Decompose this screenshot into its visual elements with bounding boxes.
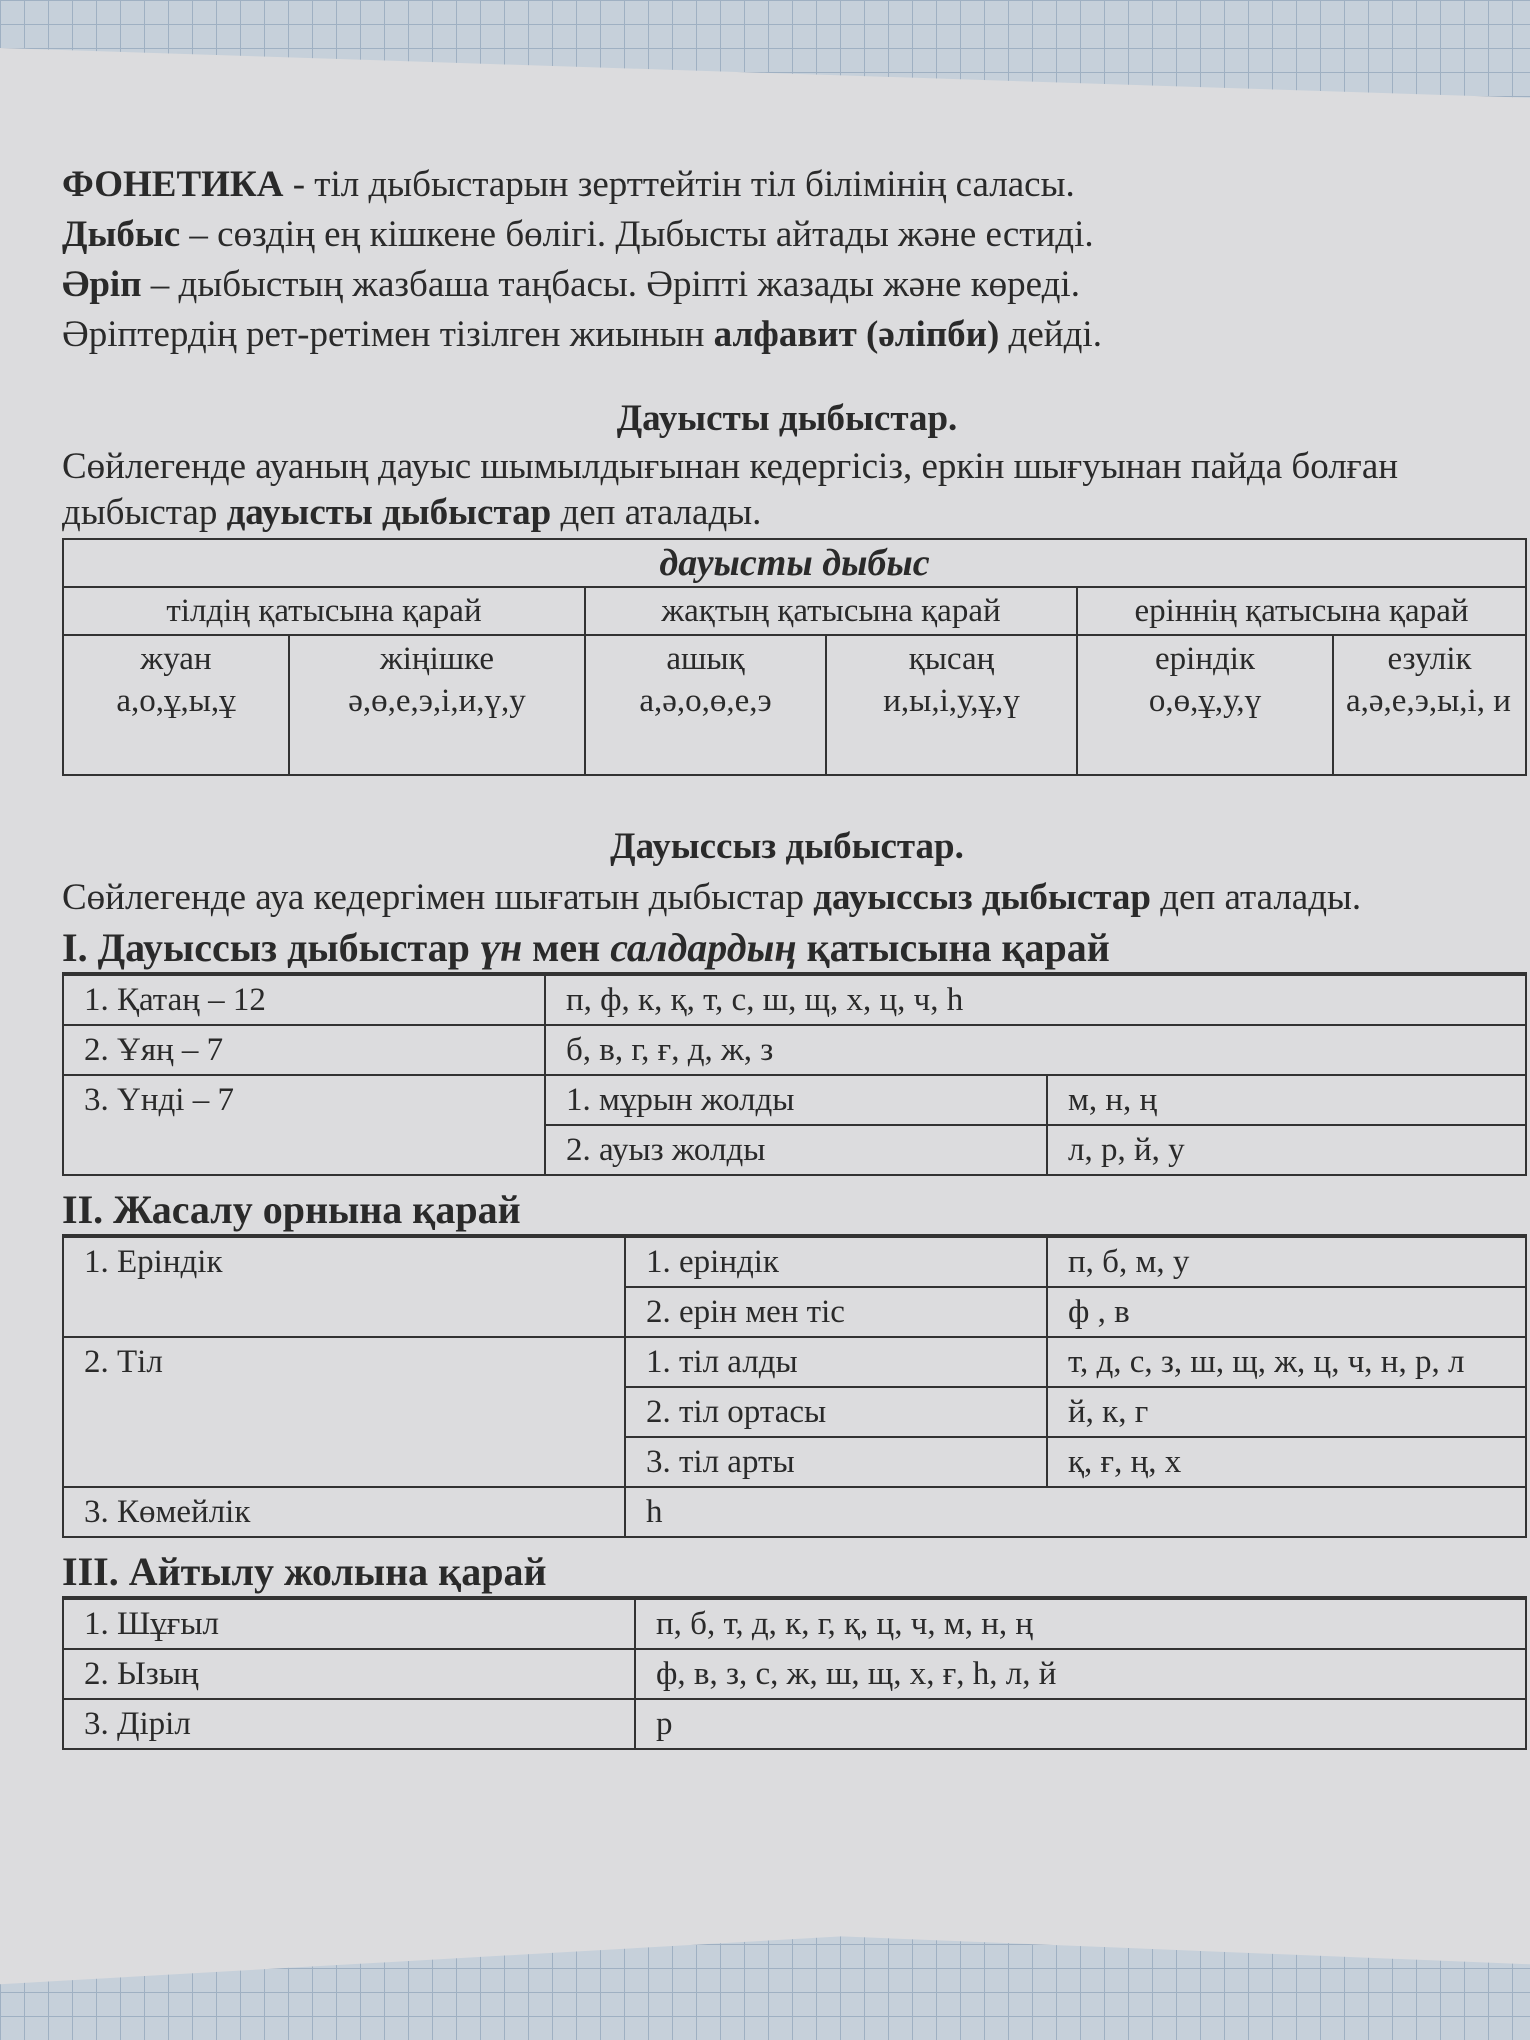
vowel-cell-back-letters: а,о,ұ,ы,ұ [116,683,236,719]
vowel-cell-close [826,635,1077,775]
vowel-cell-unrounded [1333,635,1526,775]
s2-bilabial-label: 1. еріндік [625,1237,1047,1287]
vowels-group-lips: еріннің қатысына қарай [1077,587,1526,635]
intro-line-4-pre: Әріптердің рет-ретімен тізілген жиынын [62,314,714,355]
consonants-def-pre: Сөйлегенде ауа кедергімен шығатын дыбыстар [62,877,814,918]
s2-glottal-letters: һ [625,1487,1526,1537]
s2-back-letters: қ, ғ, ң, х [1047,1437,1526,1487]
s2-middle-label: 2. тіл ортасы [625,1387,1047,1437]
vowels-def-pre: Сөйлегенде ауаның дауыс шымылдығынан кедергісіз, еркін шығуынан пайда болған дыбыстар [62,446,1399,533]
consonants-table-2 [62,1236,1527,1538]
section-1-heading-d: салдардың [610,925,797,970]
vowel-cell-rounded-name: еріндік [1155,641,1255,677]
intro-line-2-text: – сөздің ең кішкене бөлігі. Дыбысты айтады және естиді. [180,214,1094,255]
intro-line-1 [62,160,1512,210]
document-content [62,160,1512,1750]
s1-voiced-letters: б, в, г, ғ, д, ж, з [545,1025,1526,1075]
s3-fricative-letters: ф, в, з, с, ж, ш, щ, х, ғ, һ, л, й [635,1649,1526,1699]
term-alphabet: алфавит (әліпби) [713,314,1000,355]
section-3-heading: III. Айтылу жолына қарай [62,1548,1527,1598]
vowel-cell-open-letters: а,ә,о,ө,е,э [639,683,772,719]
term-sound: Дыбыс [62,214,181,255]
section-2-heading: II. Жасалу орнына қарай [62,1186,1527,1236]
vowel-cell-front-name: жіңішке [379,641,495,677]
s1-voiced-label: 2. Ұяң – 7 [63,1025,545,1075]
s1-sonorant-label: 3. Үнді – 7 [63,1075,545,1175]
s2-labiodental-label: 2. ерін мен тіс [625,1287,1047,1337]
s3-trill-label: 3. Діріл [63,1699,635,1749]
s2-middle-letters: й, к, г [1047,1387,1526,1437]
vowel-cell-close-letters: и,ы,і,у,ұ,ү [883,683,1020,719]
section-1-heading [62,924,1527,974]
vowels-heading: Дауысты дыбыстар. [616,398,958,439]
consonants-table-3 [62,1598,1527,1750]
vowels-definition [62,444,1512,536]
s3-fricative-label: 2. Ызың [63,1649,635,1699]
s2-back-label: 3. тіл арты [625,1437,1047,1487]
s2-lingual-label: 2. Тіл [63,1337,625,1487]
term-phonetics: ФОНЕТИКА [62,164,284,205]
vowels-def-post: деп аталады. [551,492,762,533]
vowel-cell-rounded-letters: о,ө,ұ,у,ү [1148,683,1262,719]
consonants-table-1 [62,974,1527,1176]
vowel-cell-front-letters: ә,ө,е,э,і,и,ү,у [348,683,526,719]
vowel-cell-unrounded-letters: а,ә,е,э,ы,і, и [1346,683,1511,719]
vowel-cell-open-name: ашық [666,641,745,677]
s2-labiodental-letters: ф , в [1047,1287,1526,1337]
consonants-definition [62,872,1512,924]
vowel-cell-close-name: қысаң [908,641,995,677]
s1-voiceless-letters: п, ф, к, қ, т, с, ш, щ, х, ц, ч, һ [545,975,1526,1025]
intro-line-3-text: – дыбыстың жазбаша таңбасы. Әріпті жазады және көреді. [141,264,1080,305]
consonants-def-post: деп аталады. [1150,877,1362,918]
s3-stop-label: 1. Шұғыл [63,1599,635,1649]
intro-line-2 [62,210,1512,260]
s3-stop-letters: п, б, т, д, к, г, қ, ц, ч, м, н, ң [635,1599,1526,1649]
intro-block [62,160,1512,360]
s1-voiceless-label: 1. Қатаң – 12 [63,975,545,1025]
section-1-heading-b: үн [479,925,523,970]
vowel-cell-unrounded-name: езулік [1387,641,1472,677]
vowels-table [62,538,1527,776]
vowel-cell-open [585,635,826,775]
s1-oral-letters: л, р, й, у [1047,1125,1526,1175]
vowels-group-jaw: жақтың қатысына қарай [585,587,1077,635]
intro-line-4-post: дейді. [999,314,1102,355]
vowel-cell-rounded [1077,635,1333,775]
intro-line-4 [62,310,1512,360]
section-1-heading-a: I. Дауыссыз дыбыстар [62,925,480,970]
consonants-heading: Дауыссыз дыбыстар. [610,826,964,867]
vowel-cell-back [63,635,289,775]
s1-oral-label: 2. ауыз жолды [545,1125,1047,1175]
s1-nasal-letters: м, н, ң [1047,1075,1526,1125]
vowels-group-tongue: тілдің қатысына қарай [63,587,585,635]
s2-front-label: 1. тіл алды [625,1337,1047,1387]
s1-nasal-label: 1. мұрын жолды [545,1075,1047,1125]
term-letter: Әріп [62,264,142,305]
s2-bilabial-letters: п, б, м, у [1047,1237,1526,1287]
vowel-cell-front [289,635,585,775]
s3-trill-letters: р [635,1699,1526,1749]
intro-line-3 [62,260,1512,310]
vowel-cell-back-name: жуан [140,641,212,677]
intro-line-1-text: - тіл дыбыстарын зерттейтін тіл білімінің саласы. [283,164,1075,205]
vowels-table-header: дауысты дыбыс [63,539,1526,587]
s2-glottal-label: 3. Көмейлік [63,1487,625,1537]
section-1-heading-e: қатысына қарай [796,925,1110,970]
section-1-heading-c: мен [522,925,611,970]
vowels-def-term: дауысты дыбыстар [226,492,552,533]
s2-labial-label: 1. Еріндік [63,1237,625,1337]
consonants-def-term: дауыссыз дыбыстар [813,877,1151,918]
s2-front-letters: т, д, с, з, ш, щ, ж, ц, ч, н, р, л [1047,1337,1526,1387]
